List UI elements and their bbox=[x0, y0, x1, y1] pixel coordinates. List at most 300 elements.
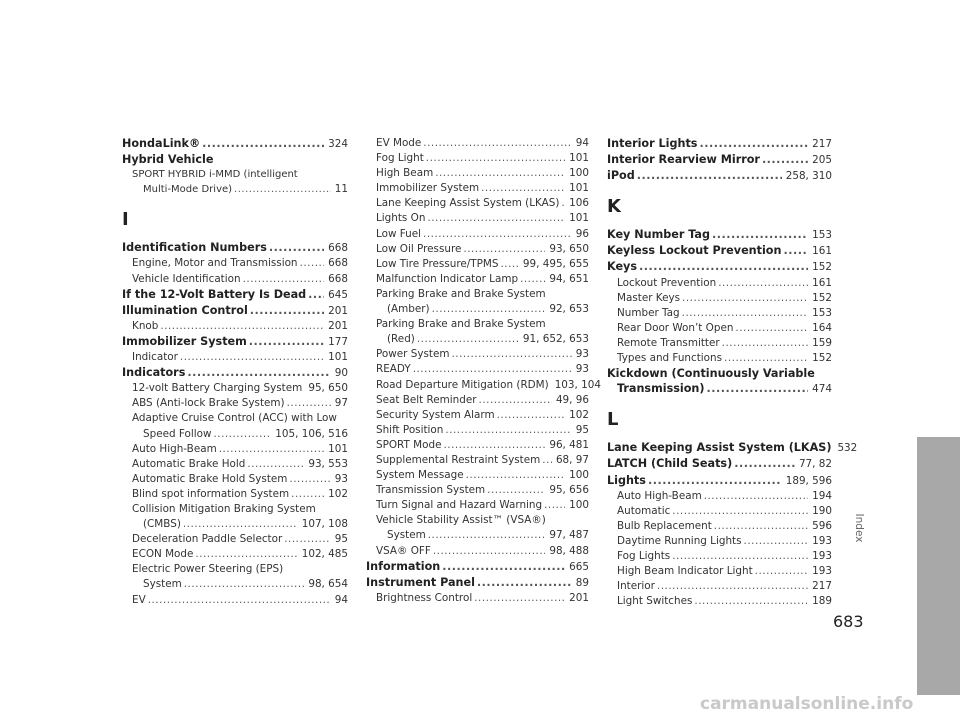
dot-leader bbox=[428, 528, 546, 543]
index-entry-text: Transmission System bbox=[376, 484, 486, 497]
index-entry-text: Immobilizer System bbox=[122, 334, 247, 348]
index-entry bbox=[366, 166, 589, 181]
index-entry bbox=[366, 347, 589, 362]
dot-leader bbox=[639, 259, 808, 274]
dot-leader bbox=[520, 272, 545, 287]
dot-leader bbox=[148, 593, 331, 608]
index-entry-text: Key Number Tag bbox=[607, 228, 710, 242]
dot-leader bbox=[466, 468, 566, 483]
index-page-ref[interactable]: 159 bbox=[812, 336, 832, 349]
index-page-ref[interactable]: 474 bbox=[812, 383, 832, 396]
index-entry-text: Vehicle Identification bbox=[132, 272, 241, 285]
index-entry-text: Low Oil Pressure bbox=[376, 242, 462, 255]
index-entry-text: Engine, Motor and Transmission bbox=[132, 257, 298, 270]
dot-leader bbox=[435, 166, 565, 181]
index-entry bbox=[607, 381, 832, 397]
dot-leader bbox=[426, 151, 565, 166]
dot-leader bbox=[247, 457, 304, 472]
index-page-ref[interactable]: 665 bbox=[569, 560, 589, 573]
index-page-ref[interactable]: 189 bbox=[812, 595, 832, 608]
index-entry-text: Deceleration Paddle Selector bbox=[132, 533, 283, 546]
index-page-ref[interactable]: 153 bbox=[812, 229, 832, 242]
index-entry-text: HondaLink® bbox=[122, 137, 201, 150]
index-entry-text: Knob bbox=[132, 319, 159, 332]
page-number: 683 bbox=[833, 612, 864, 631]
index-entry-text: Bulb Replacement bbox=[617, 519, 712, 532]
index-page-ref[interactable]: 596 bbox=[812, 519, 832, 532]
index-entry bbox=[122, 272, 348, 287]
index-page-ref[interactable]: 89 bbox=[575, 576, 589, 589]
index-entry-text: ECON Mode bbox=[132, 548, 194, 561]
index-entry-text: Power System bbox=[376, 348, 450, 361]
index-page-ref[interactable]: 193 bbox=[812, 549, 832, 562]
index-page-ref[interactable]: 324 bbox=[328, 138, 348, 150]
index-entry-text: LATCH (Child Seats) bbox=[607, 457, 733, 471]
index-entry-text: iPod bbox=[607, 169, 635, 183]
index-entry-text: Daytime Running Lights bbox=[617, 534, 742, 547]
dot-leader bbox=[187, 365, 330, 380]
index-page-ref[interactable]: 95, 656 bbox=[549, 484, 589, 497]
dot-leader bbox=[243, 272, 325, 287]
index-entry-text: Adaptive Cruise Control (ACC) with Low bbox=[132, 412, 337, 425]
index-page-ref[interactable]: 205 bbox=[812, 154, 832, 167]
index-page-ref[interactable]: 49, 96 bbox=[555, 393, 589, 406]
index-entry bbox=[122, 411, 348, 426]
index-entry bbox=[366, 483, 589, 498]
dot-leader bbox=[497, 408, 566, 423]
index-entry-text: Lights On bbox=[376, 212, 426, 225]
index-entry-text: Security System Alarm bbox=[376, 408, 495, 421]
index-entry-text: Malfunction Indicator Lamp bbox=[376, 272, 519, 285]
index-entry-text: Parking Brake and Brake System bbox=[376, 318, 546, 331]
index-entry bbox=[607, 504, 832, 519]
index-entry bbox=[366, 287, 589, 302]
index-entry-text: Brightness Control bbox=[376, 591, 473, 604]
index-entry bbox=[122, 396, 348, 411]
index-entry-text: Multi-Mode Drive) bbox=[143, 184, 233, 196]
index-entry bbox=[122, 502, 348, 517]
index-entry bbox=[366, 408, 589, 423]
index-entry bbox=[607, 440, 858, 456]
dot-leader bbox=[481, 181, 565, 196]
index-entry-text: Blind spot information System bbox=[132, 487, 290, 500]
dot-leader bbox=[427, 211, 565, 226]
dot-leader bbox=[234, 182, 331, 197]
index-page-ref[interactable]: 94 bbox=[334, 593, 348, 606]
index-entry-text: Types and Functions bbox=[617, 352, 723, 365]
dot-leader bbox=[300, 256, 325, 271]
index-entry-text: High Beam bbox=[376, 167, 434, 180]
index-entry bbox=[607, 152, 832, 168]
index-entry bbox=[366, 528, 589, 543]
index-entry-text: Automatic Brake Hold bbox=[132, 457, 246, 470]
dot-leader bbox=[500, 257, 518, 272]
index-entry bbox=[122, 136, 348, 152]
dot-leader bbox=[183, 517, 298, 532]
index-entry-text: If the 12-Volt Battery Is Dead bbox=[122, 287, 307, 301]
index-entry bbox=[607, 259, 832, 275]
index-entry bbox=[122, 442, 348, 457]
dot-leader bbox=[180, 350, 324, 365]
index-page-ref[interactable]: 152 bbox=[812, 261, 832, 274]
index-entry bbox=[366, 453, 589, 468]
watermark: carmanualsonline.info bbox=[700, 694, 914, 714]
index-page-ref[interactable]: 98, 488 bbox=[549, 544, 589, 557]
dot-leader bbox=[308, 287, 324, 302]
index-entry-text: Lockout Prevention bbox=[617, 276, 717, 289]
index-entry bbox=[607, 291, 832, 306]
dot-leader bbox=[682, 291, 808, 306]
dot-leader bbox=[160, 319, 324, 334]
index-entry bbox=[366, 438, 589, 453]
index-entry bbox=[607, 456, 832, 472]
index-entry bbox=[122, 381, 348, 396]
dot-leader bbox=[561, 196, 565, 211]
index-entry-text: System bbox=[143, 578, 182, 591]
index-page-ref[interactable]: 258, 310 bbox=[785, 170, 832, 183]
index-entry bbox=[122, 334, 348, 350]
index-page-ref[interactable]: 96, 481 bbox=[549, 438, 589, 451]
dot-leader bbox=[672, 504, 808, 519]
index-entry bbox=[122, 562, 348, 577]
index-page-ref[interactable]: 93 bbox=[334, 472, 348, 485]
index-entry-text: Keys bbox=[607, 260, 638, 274]
dot-leader bbox=[250, 303, 324, 318]
index-entry bbox=[366, 378, 601, 393]
index-entry-text: EV bbox=[132, 593, 146, 606]
index-entry-text: Indicators bbox=[122, 366, 186, 380]
index-page-ref[interactable]: 97, 487 bbox=[549, 529, 589, 542]
index-entry bbox=[366, 393, 589, 408]
index-page-ref[interactable]: 668 bbox=[328, 242, 348, 255]
index-page-ref[interactable]: 101 bbox=[569, 152, 589, 165]
index-entry-text: Illumination Control bbox=[122, 303, 248, 317]
index-entry bbox=[607, 473, 832, 489]
dot-leader bbox=[417, 332, 519, 347]
index-entry-text: Master Keys bbox=[617, 291, 681, 304]
dot-leader bbox=[648, 473, 782, 488]
index-entry-text: Keyless Lockout Prevention bbox=[607, 244, 782, 258]
index-page-ref[interactable]: 194 bbox=[812, 489, 832, 502]
dot-leader bbox=[442, 559, 565, 574]
index-entry bbox=[607, 564, 832, 579]
index-page-ref[interactable]: 100 bbox=[569, 499, 589, 512]
index-entry bbox=[607, 351, 832, 366]
index-entry bbox=[366, 257, 589, 272]
dot-leader bbox=[544, 498, 565, 513]
index-entry-text: Indicator bbox=[132, 351, 178, 364]
index-entry bbox=[122, 577, 348, 592]
dot-leader bbox=[479, 393, 552, 408]
index-letter-heading: L bbox=[607, 409, 619, 431]
index-page-ref[interactable]: 106 bbox=[569, 197, 589, 210]
dot-leader bbox=[542, 453, 552, 468]
index-entry bbox=[122, 319, 348, 334]
index-page-ref[interactable]: 96 bbox=[575, 227, 589, 240]
dot-leader bbox=[423, 227, 572, 242]
index-page-ref[interactable]: 152 bbox=[812, 352, 832, 365]
index-page-ref[interactable]: 217 bbox=[812, 138, 832, 150]
index-entry-text: Lane Keeping Assist System (LKAS) bbox=[376, 197, 560, 210]
index-entry-text: READY bbox=[376, 363, 411, 376]
index-tab bbox=[917, 437, 960, 695]
index-page-ref[interactable]: 161 bbox=[812, 245, 832, 258]
dot-leader bbox=[707, 381, 809, 396]
index-entry bbox=[122, 472, 348, 487]
dot-leader bbox=[637, 168, 782, 183]
index-entry-text: (Amber) bbox=[387, 303, 430, 316]
index-page-ref[interactable]: 11 bbox=[334, 183, 348, 196]
index-entry bbox=[122, 182, 348, 197]
index-entry bbox=[122, 287, 348, 303]
index-entry-text: SPORT Mode bbox=[376, 438, 442, 451]
index-entry-text: Immobilizer System bbox=[376, 182, 480, 195]
dot-leader bbox=[672, 549, 808, 564]
index-page-ref[interactable]: 102 bbox=[328, 487, 348, 500]
index-page-ref[interactable]: 93, 650 bbox=[549, 242, 589, 255]
dot-leader bbox=[433, 544, 545, 559]
index-entry bbox=[366, 423, 589, 438]
dot-leader bbox=[443, 438, 545, 453]
index-entry-text: Transmission) bbox=[617, 382, 705, 396]
dot-leader bbox=[451, 347, 571, 362]
index-entry bbox=[366, 332, 589, 347]
index-page-ref[interactable]: 102, 485 bbox=[301, 548, 348, 561]
index-entry bbox=[122, 167, 348, 182]
index-entry-text: Low Fuel bbox=[376, 227, 422, 240]
index-entry bbox=[607, 489, 832, 504]
dot-leader bbox=[682, 306, 809, 321]
index-page-ref[interactable]: 90 bbox=[334, 367, 348, 380]
index-entry bbox=[122, 487, 348, 502]
index-entry bbox=[366, 196, 589, 211]
index-entry-text: System Message bbox=[376, 469, 464, 482]
index-page-ref[interactable]: 100 bbox=[569, 469, 589, 482]
index-page-ref[interactable]: 100 bbox=[569, 167, 589, 180]
dot-leader bbox=[722, 336, 808, 351]
dot-leader bbox=[249, 334, 324, 349]
dot-leader bbox=[284, 532, 331, 547]
index-entry bbox=[366, 513, 589, 528]
index-entry bbox=[366, 302, 589, 317]
dot-leader bbox=[755, 564, 809, 579]
index-page-ref[interactable]: 105, 106, 516 bbox=[275, 427, 348, 440]
index-page-ref[interactable]: 101 bbox=[569, 212, 589, 225]
index-column-3 bbox=[607, 136, 858, 609]
dot-leader bbox=[269, 240, 324, 255]
index-page-ref[interactable]: 668 bbox=[328, 272, 348, 285]
index-page-ref[interactable]: 102 bbox=[569, 408, 589, 421]
index-entry-text: Interior bbox=[617, 580, 655, 593]
index-letter-heading: K bbox=[607, 196, 621, 218]
index-page-ref[interactable]: 97 bbox=[334, 397, 348, 410]
index-page-ref[interactable]: 201 bbox=[569, 591, 589, 604]
index-entry bbox=[607, 579, 832, 594]
index-page-ref[interactable]: 94 bbox=[575, 137, 589, 149]
dot-leader bbox=[287, 396, 331, 411]
index-entry-text: EV Mode bbox=[376, 137, 422, 149]
index-entry bbox=[607, 594, 832, 609]
index-entry bbox=[607, 321, 832, 336]
index-entry bbox=[122, 256, 348, 271]
index-entry bbox=[607, 336, 832, 351]
index-entry-text: 12-volt Battery Charging System bbox=[132, 382, 303, 395]
index-page-ref[interactable]: 91, 652, 653 bbox=[522, 333, 589, 346]
index-entry bbox=[607, 366, 832, 381]
dot-leader bbox=[445, 423, 571, 438]
index-entry bbox=[122, 532, 348, 547]
index-page-ref[interactable]: 93 bbox=[575, 363, 589, 376]
index-page-ref[interactable]: 101 bbox=[569, 182, 589, 195]
index-entry-text: (Red) bbox=[387, 333, 415, 346]
dot-leader bbox=[487, 483, 545, 498]
index-entry bbox=[366, 544, 589, 559]
index-entry-text: Kickdown (Continuously Variable bbox=[607, 367, 815, 381]
index-entry-text: System bbox=[387, 529, 426, 542]
index-entry bbox=[122, 547, 348, 562]
index-entry-text: Turn Signal and Hazard Warning bbox=[376, 499, 543, 512]
index-entry-text: Collision Mitigation Braking System bbox=[132, 502, 316, 515]
index-entry bbox=[366, 362, 589, 377]
dot-leader bbox=[734, 456, 795, 471]
dot-leader bbox=[195, 547, 297, 562]
index-page-ref[interactable]: 190 bbox=[812, 504, 832, 517]
dot-leader bbox=[202, 136, 324, 151]
index-entry bbox=[366, 211, 589, 226]
index-entry-text: Low Tire Pressure/TPMS bbox=[376, 257, 499, 270]
side-section-label: Index bbox=[853, 513, 865, 543]
index-entry bbox=[122, 152, 348, 167]
index-entry bbox=[122, 427, 348, 442]
index-entry-text: Identification Numbers bbox=[122, 241, 267, 255]
dot-leader bbox=[413, 362, 572, 377]
index-page-ref[interactable]: 103, 104 bbox=[554, 378, 601, 391]
index-page-ref[interactable]: 98, 654 bbox=[308, 578, 348, 591]
index-page-ref[interactable]: 101 bbox=[328, 351, 348, 364]
index-entry-text: Automatic bbox=[617, 504, 671, 517]
index-page-ref[interactable]: 201 bbox=[328, 319, 348, 332]
index-page-ref[interactable]: 101 bbox=[328, 442, 348, 455]
index-entry bbox=[366, 151, 589, 166]
index-entry bbox=[366, 559, 589, 575]
index-entry bbox=[607, 227, 832, 243]
index-entry-text: Remote Transmitter bbox=[617, 336, 720, 349]
index-entry-text: Number Tag bbox=[617, 306, 680, 319]
index-entry-text: Supplemental Restraint System bbox=[376, 453, 541, 466]
index-entry-text: Vehicle Stability Assist™ (VSA®) bbox=[376, 514, 546, 527]
index-column-1 bbox=[122, 136, 348, 608]
index-page-ref[interactable]: 177 bbox=[328, 335, 348, 348]
index-entry-text: SPORT HYBRID i-MMD (intelligent bbox=[132, 169, 298, 181]
index-page-ref[interactable]: 93 bbox=[575, 348, 589, 361]
index-entry-text: High Beam Indicator Light bbox=[617, 565, 753, 578]
index-entry-text: Fog Light bbox=[376, 152, 424, 165]
dot-leader bbox=[735, 321, 808, 336]
index-entry-text: Rear Door Won’t Open bbox=[617, 321, 734, 334]
index-page-ref[interactable]: 193 bbox=[812, 565, 832, 578]
dot-leader bbox=[219, 442, 324, 457]
dot-leader bbox=[724, 351, 808, 366]
index-entry bbox=[366, 227, 589, 242]
index-entry bbox=[122, 593, 348, 608]
dot-leader bbox=[762, 152, 808, 167]
index-entry bbox=[366, 591, 589, 606]
index-entry-text: Hybrid Vehicle bbox=[122, 153, 214, 167]
index-entry-text: Road Departure Mitigation (RDM) bbox=[376, 378, 549, 391]
index-entry-text: Auto High-Beam bbox=[617, 489, 702, 502]
index-page-ref[interactable]: 161 bbox=[812, 276, 832, 289]
index-page-ref[interactable]: 668 bbox=[328, 257, 348, 270]
index-entry-text: Seat Belt Reminder bbox=[376, 393, 477, 406]
index-page-ref[interactable]: 68, 97 bbox=[555, 453, 589, 466]
index-entry-text: Speed Follow bbox=[143, 427, 212, 440]
index-page-ref[interactable]: 77, 82 bbox=[798, 458, 832, 471]
index-entry-text: Electric Power Steering (EPS) bbox=[132, 563, 284, 576]
index-page-ref[interactable]: 99, 495, 655 bbox=[522, 257, 589, 270]
index-entry bbox=[122, 240, 348, 256]
index-page-ref[interactable]: 107, 108 bbox=[301, 518, 348, 531]
dot-leader bbox=[714, 519, 808, 534]
dot-leader bbox=[463, 242, 545, 257]
index-entry-text: Parking Brake and Brake System bbox=[376, 287, 546, 300]
index-entry-text: VSA® OFF bbox=[376, 544, 431, 557]
index-page-ref[interactable]: 94, 651 bbox=[549, 272, 589, 285]
index-page-ref[interactable]: 93, 553 bbox=[308, 457, 348, 470]
index-letter-heading: I bbox=[122, 209, 129, 231]
index-entry-text: Interior Lights bbox=[607, 137, 698, 150]
dot-leader bbox=[699, 136, 808, 151]
index-page-ref[interactable]: 645 bbox=[328, 288, 348, 301]
index-entry-text: (CMBS) bbox=[143, 518, 181, 531]
index-page-ref[interactable]: 164 bbox=[812, 321, 832, 334]
index-page-ref[interactable]: 95 bbox=[334, 533, 348, 546]
dot-leader bbox=[213, 427, 271, 442]
index-page-ref[interactable]: 193 bbox=[812, 534, 832, 547]
index-entry-text: Interior Rearview Mirror bbox=[607, 153, 760, 167]
index-entry bbox=[607, 136, 832, 152]
index-entry bbox=[607, 243, 832, 259]
index-entry bbox=[122, 365, 348, 381]
index-entry bbox=[366, 242, 589, 257]
index-entry bbox=[366, 136, 589, 151]
index-page-ref[interactable]: 201 bbox=[328, 304, 348, 317]
index-page-ref[interactable]: 189, 596 bbox=[785, 474, 832, 487]
dot-leader bbox=[291, 487, 324, 502]
index-entry bbox=[122, 303, 348, 319]
dot-leader bbox=[477, 575, 572, 590]
index-entry bbox=[366, 468, 589, 483]
dot-leader bbox=[423, 136, 571, 151]
index-entry bbox=[607, 306, 832, 321]
index-page-ref[interactable]: 95, 650 bbox=[308, 382, 348, 395]
dot-leader bbox=[432, 302, 546, 317]
index-page-ref[interactable]: 153 bbox=[812, 306, 832, 319]
index-entry-text: Automatic Brake Hold System bbox=[132, 472, 288, 485]
index-page-ref[interactable]: 532 bbox=[837, 442, 858, 455]
index-page-ref[interactable]: 217 bbox=[812, 580, 832, 593]
index-entry-text: Shift Position bbox=[376, 423, 444, 436]
index-page-ref[interactable]: 152 bbox=[812, 291, 832, 304]
index-entry-text: Information bbox=[366, 559, 441, 573]
index-page-ref[interactable]: 95 bbox=[575, 423, 589, 436]
index-page-ref[interactable]: 92, 653 bbox=[549, 303, 589, 316]
dot-leader bbox=[712, 227, 808, 242]
index-entry bbox=[607, 549, 832, 564]
index-entry bbox=[366, 181, 589, 196]
index-column-2 bbox=[366, 136, 601, 606]
dot-leader bbox=[657, 579, 808, 594]
dot-leader bbox=[694, 594, 808, 609]
